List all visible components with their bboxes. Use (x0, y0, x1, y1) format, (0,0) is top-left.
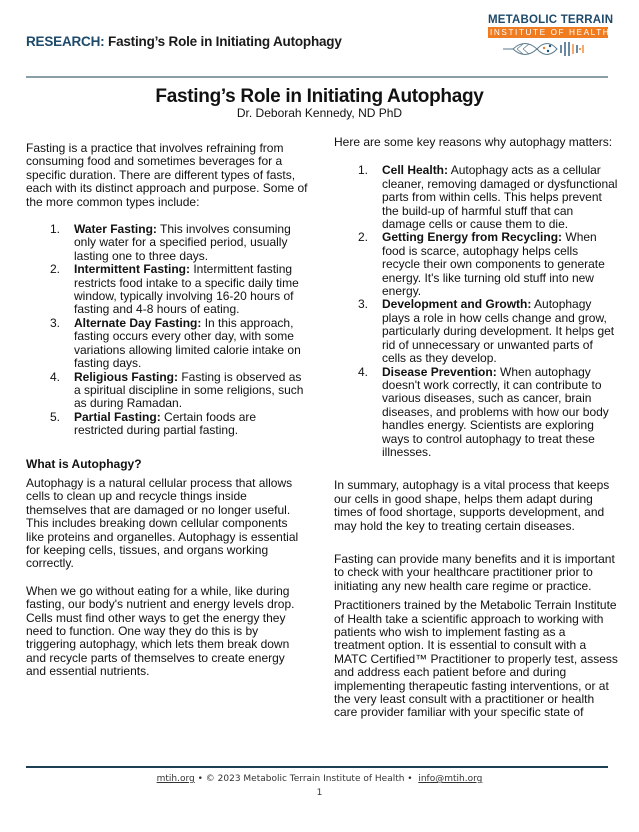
list-item: 3. Development and Growth: Autophagy plays a role in how cells change and grow, particularly during development. It helps get rid of unnecessary or unwanted parts of cells as they develop. (358, 297, 615, 366)
practitioners-paragraph: Practitioners trained by the Metabolic Terrain Institute of Health take a scientific approach to working with patients who wish to implement fasting as a treatment option. It is essential to consult with a MATC Certified™ Practitioner to properly test, assess and address each patient before and during implementing therapeutic fasting interventions, or at the very least consult with a practitioner or health care provider familiar with your specific state of (334, 598, 618, 720)
list-item: 1. Water Fasting: This involves consuming only water for a specified period, usually lasting one to three days. (50, 222, 291, 263)
document-author: Dr. Deborah Kennedy, ND PhD (236, 106, 403, 120)
mtih-logo (488, 14, 614, 60)
header-title-text: Fasting’s Role in Initiating Autophagy (104, 34, 342, 49)
reasons-intro: Here are some key reasons why autophagy matters: (334, 135, 613, 149)
list-item: 5. Partial Fasting: Certain foods are restricted during partial fasting. (50, 409, 257, 438)
advice-paragraph: Fasting can provide many benefits and it is important to check with your healthcare practitioner prior to initiating any new health care regime or practice. (334, 551, 615, 593)
intro-paragraph: Fasting is a practice that involves refraining from consuming food and sometimes beverages for a specific duration. There are different types of fasts, each with its distinct approach and purpose. Some of the more common types include: (26, 141, 308, 209)
summary-paragraph: In summary, autophagy is a vital process that keeps our cells in good shape, helps them adapt during times of food shortage, supports development, and may hold the key to treating certain diseases. (334, 478, 610, 533)
list-item: 4. Religious Fasting: Fasting is observed as a spiritual discipline in some religions, such as during Ramadan. (50, 369, 304, 411)
logo-dna-leaf-icon (503, 40, 595, 58)
logo-line2: INSTITUTE OF HEALTH (490, 28, 611, 37)
reasons-list (334, 164, 618, 459)
list-item: 1. Cell Health: Autophagy acts as a cellular cleaner, removing damaged or dysfunctional parts from within cells. This helps prevent the build-up of harmful stuff that can damage cells or cause them to die. (358, 163, 618, 232)
email-link[interactable]: info@mtih.org (418, 774, 483, 784)
footer-separator: • (194, 774, 206, 784)
fasting-autophagy-paragraph: When we go without eating for a while, like during fasting, our body's nutrient and energy levels drop. Cells must find other ways to get the energy they need to function. One way they do this is by triggering autophagy, which lets them break down and recycle parts of themselves to create energy and essential nutrients. (26, 583, 295, 679)
document-title: Fasting’s Role in Initiating Autophagy (155, 86, 484, 107)
header-title (26, 34, 342, 49)
footer (0, 774, 639, 784)
section-heading: What is Autophagy? (26, 456, 142, 471)
list-item: 2. Intermittent Fasting: Intermittent fasting restricts food intake to a specific daily time window, typically involving 16-20 hours of fasting and 4-8 hours of eating. (50, 262, 299, 317)
copyright-text: © 2023 Metabolic Terrain Institute of Health (205, 774, 405, 784)
header-label: RESEARCH: (26, 34, 105, 49)
right-column (334, 136, 618, 720)
left-column (26, 142, 308, 679)
list-item: 2. Getting Energy from Recycling: When food is scarce, autophagy helps cells recycle their own components to generate energy. It's like turning old stuff into new energy. (358, 230, 605, 299)
page-number: 1 (316, 788, 323, 798)
list-item: 3. Alternate Day Fasting: In this approach, fasting occurs every other day, with some variations allowing limited calorie intake on fasting days. (50, 315, 301, 371)
list-item: 4. Disease Prevention: When autophagy doesn't work correctly, it can contribute to various diseases, such as cancer, brain diseases, and problems with how our body handles energy. Scientists are exploring ways to control autophagy to treat these illnesses. (358, 364, 609, 459)
logo-line1: METABOLIC TERRAIN (488, 14, 614, 26)
autophagy-definition-paragraph: Autophagy is a natural cellular process that allows cells to clean up and recycle things inside themselves that are damaged or no longer useful. This includes breaking down cellular components like proteins and organelles. Autophagy is essential for keeping cells, tissues, and organs working correctly. (26, 475, 299, 571)
footer-divider (26, 766, 608, 768)
header-divider (26, 76, 608, 78)
footer-separator: • (404, 774, 416, 784)
fasting-types-list (26, 223, 308, 438)
website-link[interactable]: mtih.org (156, 774, 195, 784)
